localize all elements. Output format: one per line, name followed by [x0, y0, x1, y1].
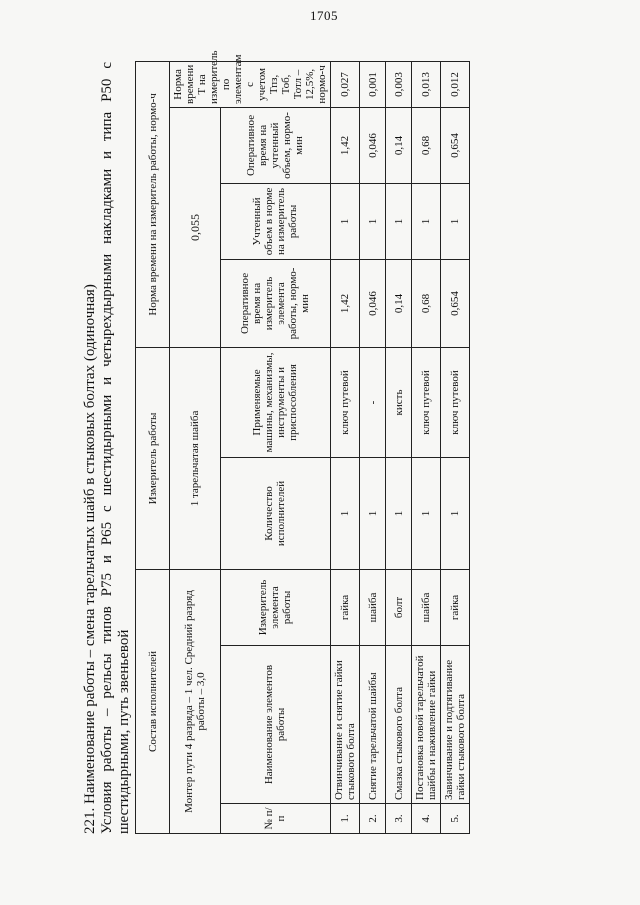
norm-table [135, 50, 470, 834]
header-norm-time-total: Норма времени Т на измеритель по элементам с учетом Тпз, Тоб, Тотл – 12,5%, нормо-ч [170, 61, 331, 107]
norm-time-value: 0,055 [170, 107, 221, 347]
header-composition: Состав исполнителей [136, 569, 170, 833]
cell-num: 5. [441, 804, 470, 834]
cell-element-name: Отвинчивание и снятие гайки стыкового болта [331, 646, 360, 804]
cell-norm-time: 0,001 [360, 61, 386, 107]
cell-norm-time: 0,003 [386, 61, 412, 107]
cell-op-time-included: 0,046 [360, 107, 386, 183]
cell-norm-time: 0,013 [412, 61, 441, 107]
cell-included-volume: 1 [386, 183, 412, 259]
cell-element-name: Постановка новой тарельчатой шайбы и наживление гайки [412, 646, 441, 804]
header-num: № п/п [220, 804, 330, 834]
cell-op-time-included: 0,68 [412, 107, 441, 183]
cell-op-time: 1,42 [331, 259, 360, 347]
cell-tools: - [360, 347, 386, 457]
header-machines: Применяемые машины, механизмы, инструменты и приспособления [220, 347, 330, 457]
cell-included-volume: 1 [331, 183, 360, 259]
header-meter-of-work: Измеритель работы [136, 347, 170, 569]
header-included-volume: Учтенный объем в норме на измеритель работы [220, 183, 330, 259]
cell-num: 4. [412, 804, 441, 834]
header-element-meter: Измеритель элемента работы [220, 569, 330, 645]
cell-performers-count: 1 [360, 457, 386, 569]
meter-value: 1 тарельчатая шайба [170, 347, 221, 569]
cell-tools: ключ путевой [412, 347, 441, 457]
header-op-time: Оперативное время на измеритель элемента работы, нормо-мин [220, 259, 330, 347]
cell-element-name: Снятие тарельчатой шайбы [360, 646, 386, 804]
cell-element-meter: гайка [441, 569, 470, 645]
header-performers-count: Количество исполнителей [220, 457, 330, 569]
composition-value: Монтер пути 4 разряда – 1 чел. Средний разряд работы – 3,0 [170, 569, 221, 833]
cell-element-name: Смазка стыкового болта [386, 646, 412, 804]
cell-element-name: Завинчивание и подтягивание гайки стыкового болта [441, 646, 470, 804]
cell-element-meter: болт [386, 569, 412, 645]
cell-performers-count: 1 [386, 457, 412, 569]
cell-op-time-included: 1,42 [331, 107, 360, 183]
cell-included-volume: 1 [412, 183, 441, 259]
rotated-content [82, 50, 590, 834]
table-row [386, 61, 412, 833]
cell-norm-time: 0,027 [331, 61, 360, 107]
cell-op-time: 0,14 [386, 259, 412, 347]
cell-num: 2. [360, 804, 386, 834]
cell-performers-count: 1 [331, 457, 360, 569]
cell-element-meter: шайба [360, 569, 386, 645]
cell-performers-count: 1 [412, 457, 441, 569]
header-norm-time: Норма времени на измеритель работы, нормо-ч [136, 61, 170, 347]
table-body [331, 61, 470, 833]
work-conditions: Условия работы – рельсы типов Р75 и Р65 с шестидырными и четырехдырными накладками и типа Р50 с шестидырными, путь звеньевой [99, 62, 132, 834]
cell-op-time: 0,046 [360, 259, 386, 347]
header-element-name: Наименование элементов работы [220, 646, 330, 804]
table-row [412, 61, 441, 833]
section-heading [82, 62, 133, 834]
cell-included-volume: 1 [441, 183, 470, 259]
cell-tools: ключ путевой [331, 347, 360, 457]
cell-tools: ключ путевой [441, 347, 470, 457]
work-title: 221. Наименование работы – смена тарельчатых шайб в стыковых болтах (одиночная) [82, 284, 98, 834]
cell-op-time: 0,654 [441, 259, 470, 347]
cell-num: 1. [331, 804, 360, 834]
cell-performers-count: 1 [441, 457, 470, 569]
cell-element-meter: гайка [331, 569, 360, 645]
table-row [360, 61, 386, 833]
cell-tools: кисть [386, 347, 412, 457]
cell-num: 3. [386, 804, 412, 834]
table-row [331, 61, 360, 833]
cell-element-meter: шайба [412, 569, 441, 645]
cell-norm-time: 0,012 [441, 61, 470, 107]
page-number: 1705 [310, 8, 338, 23]
cell-op-time-included: 0,654 [441, 107, 470, 183]
cell-included-volume: 1 [360, 183, 386, 259]
header-op-time-included: Оперативное время на учтенный объем, нормо-мин [220, 107, 330, 183]
cell-op-time-included: 0,14 [386, 107, 412, 183]
table-row [441, 61, 470, 833]
cell-op-time: 0,68 [412, 259, 441, 347]
